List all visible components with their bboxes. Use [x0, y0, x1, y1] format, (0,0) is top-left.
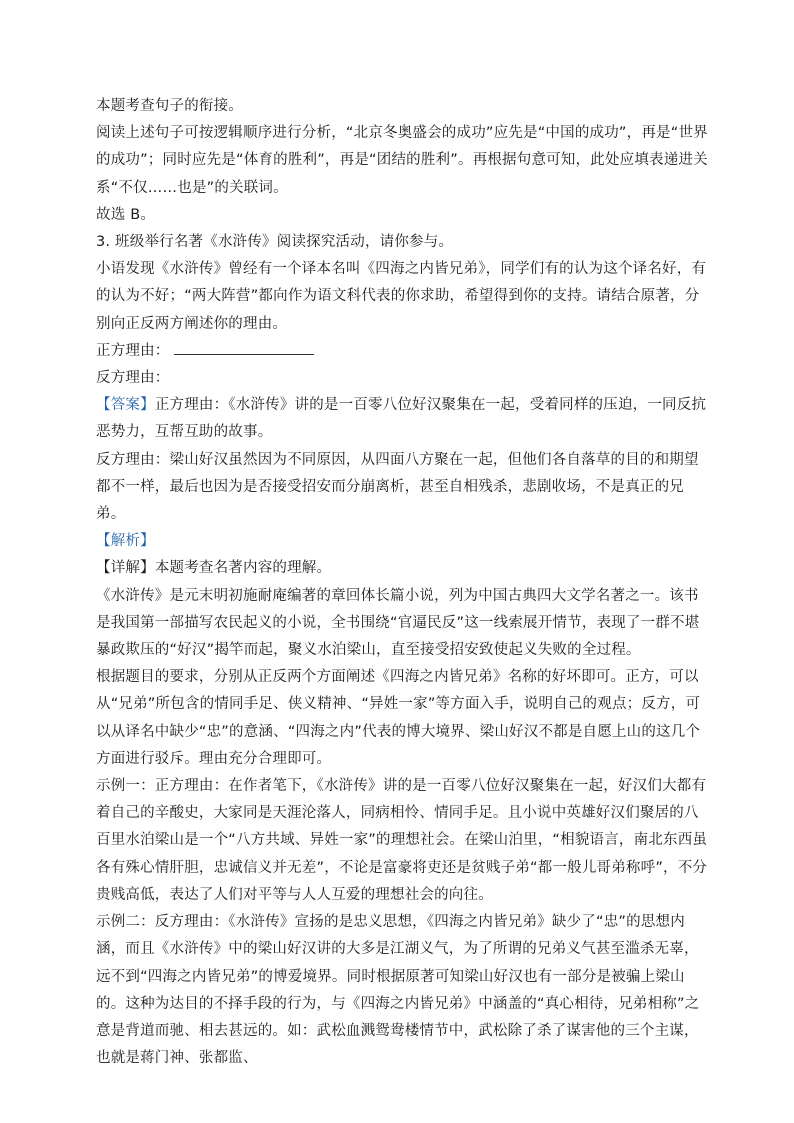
answer-tag: 【答案】	[96, 397, 155, 414]
zheng-label: 正方理由：	[96, 342, 170, 359]
example-1: 示例一：正方理由：在作者笔下，《水浒传》讲的是一百零八位好汉聚集在一起，好汉们大都有着自己的辛酸史，大家同是天涯沦落人，同病相怜、情同手足。且小说中英雄好汉们聚居的八百里水泊梁山是一个“八方共域、异姓一家”的理想社会。在梁山泊里，“相貌语言，南北东西虽各有殊心情肝胆，忠诚信义并无差”，不论是富豪将吏还是贫贱子弟“都一般儿哥弟称呼”，不分贵贱高低，表达了人们对平等与人人互爱的理想社会的向往。	[96, 778, 708, 903]
paragraph-choice: 故选 B。	[96, 206, 156, 223]
fan-line: 反方理由：	[96, 370, 170, 387]
answer-blank	[174, 339, 314, 355]
background-paragraph: 《水浒传》是元末明初施耐庵编著的章回体长篇小说，列为中国古典四大文学名著之一。该书是我国第一部描写农民起义的小说，全书围绕“官逼民反”这一线索展开情节，表现了一群不堪暴政欺压的“好汉”揭竿而起，聚义水泊梁山，直至接受招安致使起义失败的全过程。	[96, 587, 700, 659]
question-3-body: 小语发现《水浒传》曾经有一个译本名叫《四海之内皆兄弟》，同学们有的认为这个译名好，有的认为不好；“两大阵营”都向作为语文科代表的你求助，希望得到你的支持。请结合原著，分别向正反两方阐述你的理由。	[96, 261, 707, 332]
answer-fan: 反方理由：梁山好汉虽然因为不同原因，从四面八方聚在一起，但他们各自落草的目的和期望都不一样，最后也因为是否接受招安而分崩离析，甚至自相残杀，悲剧收场，不是真正的兄弟。	[96, 451, 699, 523]
paragraph-topic: 本题考查句子的衔接。	[96, 98, 243, 114]
zheng-line	[96, 338, 708, 365]
document-page	[96, 93, 708, 1072]
analysis-tag: 【解析】	[96, 533, 155, 550]
question-3-title: 3. 班级举行名著《水浒传》阅读探究活动，请你参与。	[96, 234, 454, 251]
requirement-paragraph: 根据题目的要求，分别从正反两个方面阐述《四海之内皆兄弟》名称的好坏即可。正方，可以从“兄弟”所包含的情同手足、侠义精神、“异姓一家”等方面入手，说明自己的观点；反方，可以从译名中缺少“忠”的意涵、“四海之内”代表的博大境界、梁山好汉不都是自愿上山的这几个方面进行驳斥。理由充分合理即可。	[96, 669, 701, 767]
detail-text: 本题考查名著内容的理解。	[154, 560, 332, 577]
answer-paragraph	[96, 392, 708, 446]
answer-text: 正方理由：《水浒传》讲的是一百零八位好汉聚集在一起，受着同样的压迫，一同反抗恶势力，互帮互助的故事。	[96, 397, 707, 441]
paragraph-analysis: 阅读上述句子可按逻辑顺序进行分析，“北京冬奥盛会的成功”应先是“中国的成功”，再是“世界的成功”；同时应先是“体育的胜利”，再是“团结的胜利”。再根据句意可知，此处应填表递进关系“不仅……也是”的关联词。	[96, 125, 708, 196]
detail-paragraph	[96, 555, 708, 582]
analysis-tag-line	[96, 528, 708, 555]
detail-tag: 【详解】	[96, 560, 155, 577]
example-2: 示例二：反方理由：《水浒传》宣扬的是忠义思想，《四海之内皆兄弟》缺少了“忠”的思想内涵，而且《水浒传》中的梁山好汉讲的大多是江湖义气，为了所谓的兄弟义气甚至滥杀无辜，远不到“四海之内皆兄弟”的博爱境界。同时根据原著可知梁山好汉也有一部分是被骗上梁山的。这种为达目的不择手段的行为，与《四海之内皆兄弟》中涵盖的“真心相待，兄弟相称”之意是背道而驰、相去甚远的。如：武松血溅鸳鸯楼情节中，武松除了杀了谋害他的三个主谋，也就是蒋门神、张都监、	[96, 914, 700, 1067]
